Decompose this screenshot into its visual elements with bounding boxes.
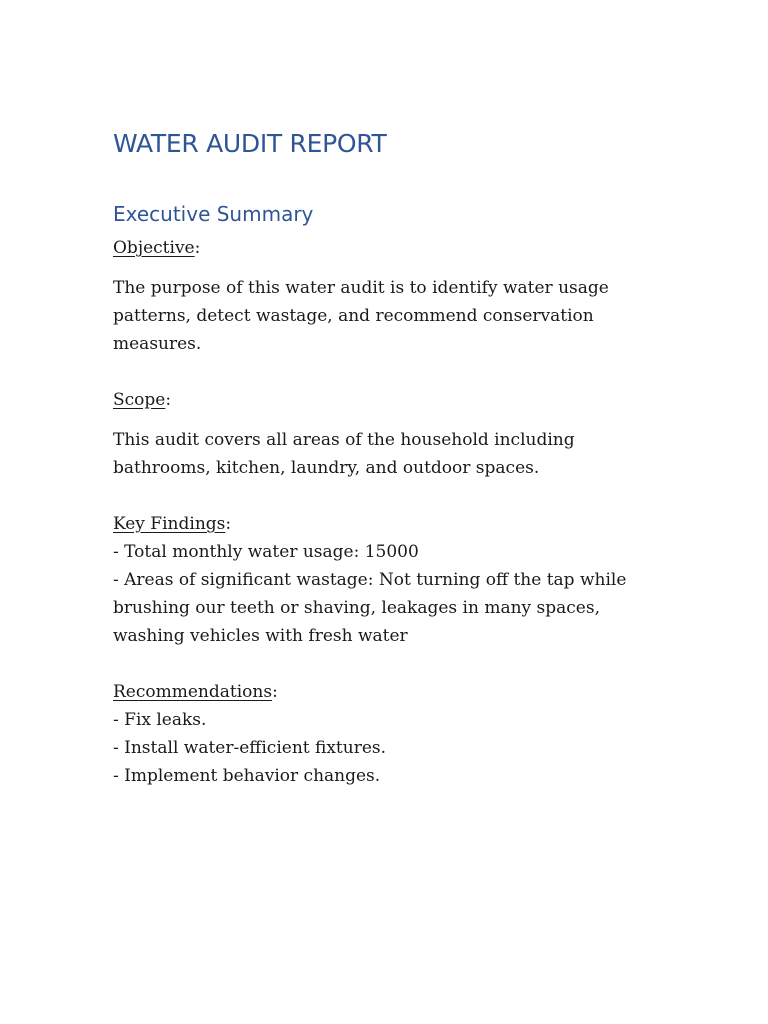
objective-colon: : <box>194 238 201 258</box>
recommendations-colon: : <box>272 682 278 702</box>
key-findings-colon: : <box>225 514 232 534</box>
section-heading-executive-summary: Executive Summary <box>113 202 314 226</box>
objective-label: Objective <box>113 238 195 258</box>
recommendations-section <box>113 678 653 790</box>
scope-label: Scope <box>113 390 166 410</box>
recommendation-item: - Install water-efficient fixtures. <box>113 738 387 758</box>
key-findings-label-line <box>113 510 653 538</box>
objective-body <box>113 274 653 358</box>
objective-label-line <box>113 234 653 262</box>
recommendations-label: Recommendations <box>113 682 273 702</box>
scope-text: This audit covers all areas of the household including bathrooms, kitchen, laundry, and outdoor spaces. <box>113 430 575 478</box>
scope-section <box>113 386 653 414</box>
key-finding-item: - Areas of significant wastage: Not turning off the tap while brushing our teeth or shaving, leakages in many spaces, washing vehicles with fresh water <box>113 570 627 646</box>
key-finding-item: - Total monthly water usage: 15000 <box>113 542 419 562</box>
objective-section <box>113 234 653 262</box>
key-findings-section <box>113 510 653 650</box>
scope-body <box>113 426 653 482</box>
recommendation-item: - Fix leaks. <box>113 710 207 730</box>
recommendations-label-line <box>113 678 653 706</box>
key-findings-label: Key Findings <box>113 514 226 534</box>
scope-colon: : <box>165 390 172 410</box>
report-title: WATER AUDIT REPORT <box>113 129 387 158</box>
objective-text: The purpose of this water audit is to identify water usage patterns, detect wastage, and recommend conservation measures. <box>113 278 609 354</box>
scope-label-line <box>113 386 653 414</box>
recommendation-item: - Implement behavior changes. <box>113 766 381 786</box>
